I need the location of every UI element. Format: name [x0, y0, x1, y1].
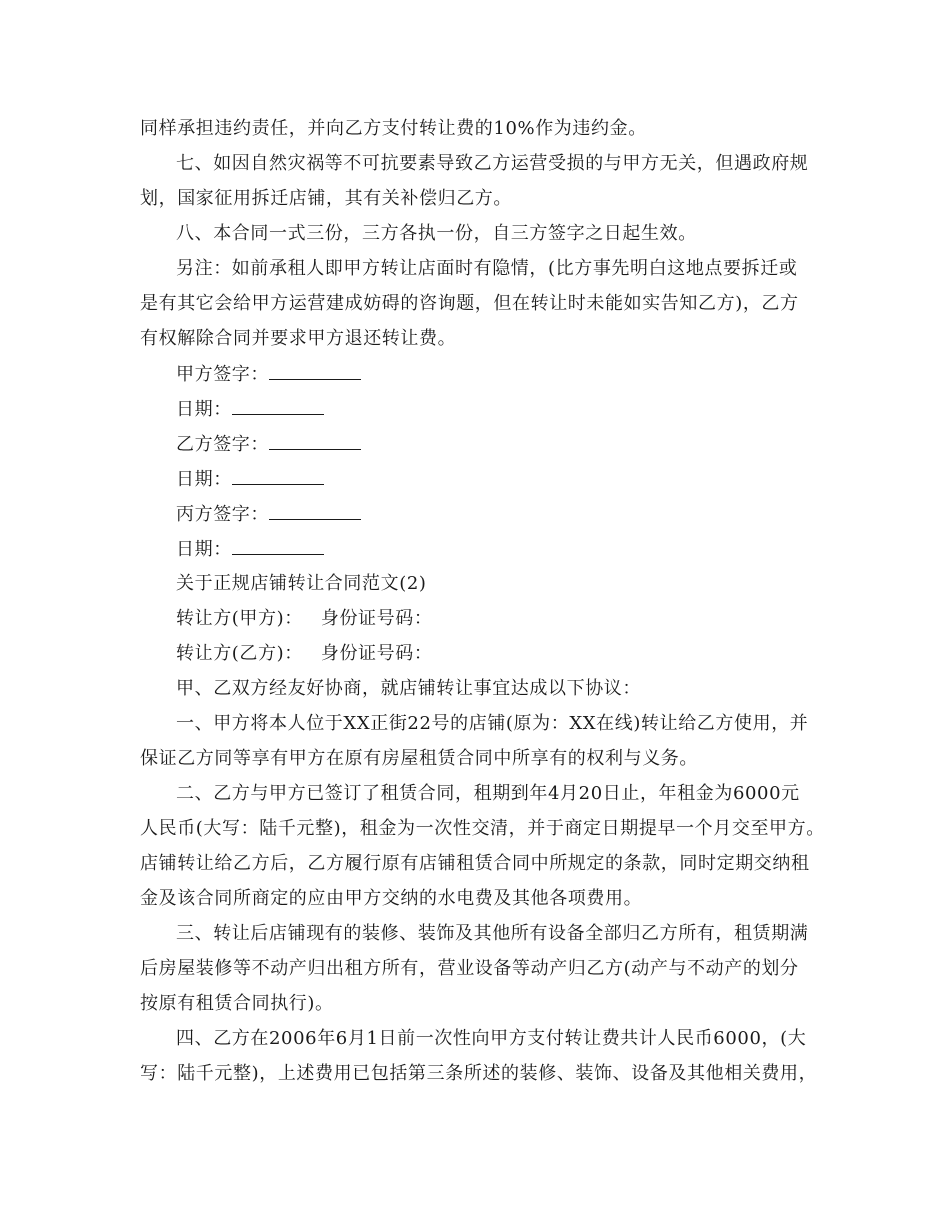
paragraph-line: 是有其它会给甲方运营建成妨碍的咨询题，但在转让时未能如实告知乙方)，乙方 — [140, 293, 799, 314]
transferor-b-label: 转让方(乙方)： — [176, 643, 303, 664]
date-3 — [176, 537, 324, 562]
id-number-label: 身份证号码： — [320, 643, 433, 664]
paragraph-line: 有权解除合同并要求甲方退还转让费。 — [140, 328, 457, 349]
date-1 — [176, 397, 324, 422]
paragraph-line: 人民币(大写：陆千元整)，租金为一次性交清，并于商定日期提早一个月交至甲方。 — [140, 818, 825, 839]
date-label: 日期： — [176, 399, 232, 420]
clause-7-line: 七、如因自然灾祸等不可抗要素导致乙方运营受损的与甲方无关，但遇政府规 — [176, 153, 809, 174]
date-label: 日期： — [176, 539, 232, 560]
party-a-signature — [176, 362, 361, 387]
paragraph-line: 同样承担违约责任，并向乙方支付转让费的10%作为违约金。 — [140, 118, 647, 139]
paragraph-line: 划，国家征用拆迁店铺，其有关补偿归乙方。 — [140, 188, 512, 209]
clause-3-line: 三、转让后店铺现有的装修、装饰及其他所有设备全部归乙方所有，租赁期满 — [176, 923, 809, 944]
paragraph-line: 后房屋装修等不动产归出租方所有，营业设备等动产归乙方(动产与不动产的划分 — [140, 958, 799, 979]
date-2 — [176, 467, 324, 492]
date-blank — [232, 467, 324, 485]
party-c-signature — [176, 502, 361, 527]
party-a-signature-label: 甲方签字： — [176, 364, 269, 385]
clause-8-line: 八、本合同一式三份，三方各执一份，自三方签字之日起生效。 — [176, 223, 697, 244]
note-line: 另注：如前承租人即甲方转让店面时有隐情，(比方事先明白这地点要拆迁或 — [176, 258, 798, 279]
paragraph-line: 按原有租赁合同执行)。 — [140, 993, 334, 1014]
paragraph-line: 店铺转让给乙方后，乙方履行原有店铺租赁合同中所规定的条款，同时定期交纳租 — [140, 853, 810, 874]
date-label: 日期： — [176, 469, 232, 490]
id-number-label: 身份证号码： — [320, 608, 433, 629]
paragraph-line: 保证乙方同等享有甲方在原有房屋租赁合同中所享有的权利与义务。 — [140, 748, 698, 769]
transferor-a-label: 转让方(甲方)： — [176, 608, 303, 629]
transferor-a — [176, 607, 432, 631]
signature-blank — [269, 362, 361, 380]
transferor-b — [176, 642, 432, 666]
party-c-signature-label: 丙方签字： — [176, 504, 269, 525]
signature-blank — [269, 432, 361, 450]
clause-4-line: 四、乙方在2006年6月1日前一次性向甲方支付转让费共计人民币6000，(大 — [176, 1028, 807, 1049]
agreement-intro: 甲、乙双方经友好协商，就店铺转让事宜达成以下协议： — [176, 678, 641, 699]
paragraph-line: 写：陆千元整)，上述费用已包括第三条所述的装修、装饰、设备及其他相关费用， — [140, 1063, 818, 1084]
date-blank — [232, 397, 324, 415]
section-title: 关于正规店铺转让合同范文(2) — [176, 573, 427, 594]
clause-2-line: 二、乙方与甲方已签订了租赁合同，租期到年4月20日止，年租金为6000元 — [176, 783, 800, 804]
clause-1-line: 一、甲方将本人位于XX正街22号的店铺(原为：XX在线)转让给乙方使用，并 — [176, 713, 809, 734]
signature-blank — [269, 502, 361, 520]
date-blank — [232, 537, 324, 555]
paragraph-line: 金及该合同所商定的应由甲方交纳的水电费及其他各项费用。 — [140, 888, 643, 909]
party-b-signature-label: 乙方签字： — [176, 434, 269, 455]
party-b-signature — [176, 432, 361, 457]
